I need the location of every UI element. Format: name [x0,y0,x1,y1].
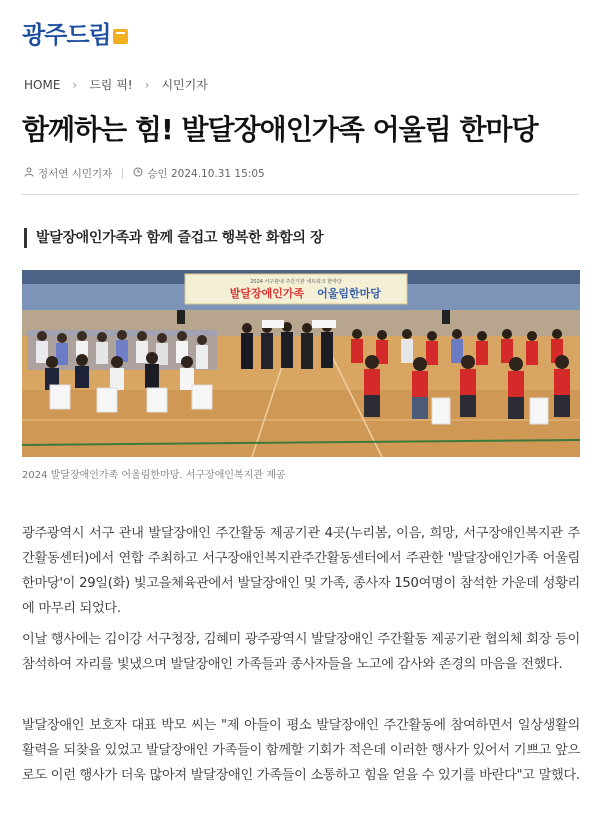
meta-divider [122,168,123,179]
photo-banner-small: 2024 서구관내 주간기관 네트워크 한마당 [250,279,342,285]
header-divider [22,194,578,195]
site-logo[interactable] [22,14,128,50]
article-subtitle: 발달장애인가족과 함께 즐겁고 행복한 화합의 장 [24,228,323,248]
article-photo [22,270,580,457]
breadcrumb-section[interactable]: 드림 픽! [89,78,133,92]
clock-icon [133,167,143,180]
chevron-right-icon: › [72,77,78,92]
article-meta [24,166,265,181]
chevron-right-icon: › [144,77,150,92]
user-icon [24,167,34,180]
article-author[interactable]: 정서연 시민기자 [38,168,113,180]
breadcrumb-category[interactable]: 시민기자 [161,78,208,92]
logo-text: 광주드림 [22,20,111,49]
article-paragraph-1: 광주광역시 서구 관내 발달장애인 주간활동 제공기관 4곳(누리봄, 이음, 희망, 서구장애인복지관 주간활동센터)에서 연합 주최하고 서구장애인복지관주간활동센터에서 주관한 '발달장애인가족 어울림한마당'이 29일(화) 빛고을체육관에서 발달장애인 및 가족, 종사자 150여명이 참석한 가운데 성황리에 마무리 되었다. [22,526,580,616]
article-title: 함께하는 힘! 발달장애인가족 어울림 한마당 [22,113,538,146]
breadcrumb-home[interactable]: HOME [24,77,61,92]
article-paragraph-3: 발달장애인 보호자 대표 박모 씨는 "제 아들이 평소 발달장애인 주간활동에 참여하면서 일상생활의 활력을 되찾을 있었고 발달장애인 가족들이 함께할 기회가 적은데 이러한 행사가 있어서 기쁘고 앞으로도 이런 행사가 더욱 많아져 발달장애인 가족들이 소통하고 힘을 얻을 수 있기를 바란다"고 말했다. [22,718,580,783]
photo-caption: 2024 발달장애인가족 어울림한마당. 서구장애인복지관 제공 [22,470,286,481]
breadcrumb [24,76,208,93]
photo-banner-main-a: 발달장애인가족 [229,287,305,300]
article-approved-date: 승인 2024.10.31 15:05 [147,168,265,180]
photo-banner-main-b: 어울림한마당 [317,287,381,300]
logo-box-icon [113,29,128,44]
article-paragraph-2: 이날 행사에는 김이강 서구청장, 김혜미 광주광역시 발달장애인 주간활동 제공기관 협의체 회장 등이 참석하여 자리를 빛냈으며 발달장애인 가족들과 종사자들을 노고에 감사와 존경의 마음을 전했다. [22,632,580,672]
